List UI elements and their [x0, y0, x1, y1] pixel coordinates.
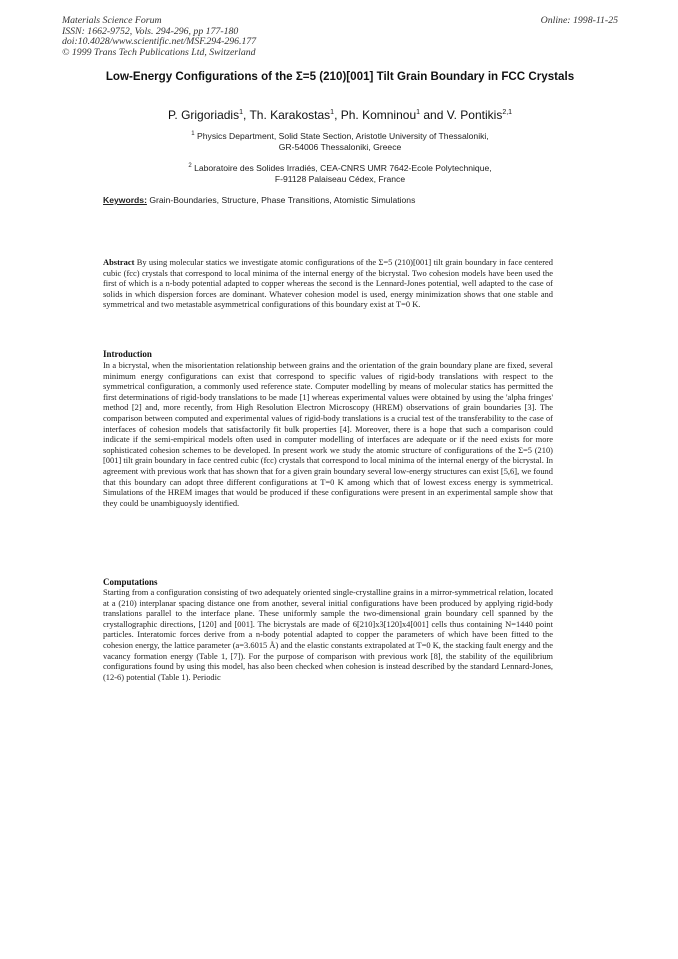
author-name: P. Grigoriadis — [167, 108, 240, 122]
affiliation-line: Physics Department, Solid State Section, Aristotle University of Thessaloniki, — [197, 130, 489, 141]
journal-header — [62, 16, 618, 58]
computations-text: Starting from a configuration consisting of two adequately oriented single-crystalline grains in a mirror-symmetrical relation, located at a (210) interplanar spacing distance one from another, several initial configurations have been produced by applying rigid-body translations parallel to the interface plane. These uniformly sample the two-dimensional grain boundary cell spanned by the crystallographic directions, [120] and [001]. The bicrystals are made of 6[210]x3[120]x4[001] cells thus containing N=1440 point particles. Interatomic forces derive from a n-body potential adapted to copper the parameters of which have been fitted to the cohesion energy, the lattice parameter (a=3.6015 Å) and the elastic constants extrapolated at T=0 K, the stacking fault energy and the vacancy formation energy (Table 1, [7]). For the purpose of comparison with previous work [8], the stability of the equilibrium configurations found by using this model, has also been checked when cohesion is instead described by the standard Lennard-Jones, (12-6) potential (Table 1). Periodic — [103, 587, 553, 682]
author-affil-mark: 1 — [239, 109, 243, 116]
online-date: Online: 1998-11-25 — [540, 15, 618, 26]
keywords-label: Keywords: — [103, 195, 147, 205]
abstract — [103, 257, 553, 310]
doi-line: doi:10.4028/www.scientific.net/MSF.294-296.177 — [62, 36, 257, 48]
author-list — [70, 108, 610, 122]
author-name: Ph. Komninou — [340, 108, 417, 122]
paper-title: Low-Energy Configurations of the Σ=5 (210)[001] Tilt Grain Boundary in FCC Crystals — [105, 70, 575, 83]
abstract-label: Abstract — [103, 257, 135, 267]
author-name: V. Pontikis — [446, 108, 503, 122]
introduction-heading: Introduction — [103, 349, 152, 359]
author-separator: , — [334, 108, 341, 122]
author-separator: , — [243, 108, 250, 122]
journal-name: Materials Science Forum — [62, 15, 162, 26]
affiliation-1 — [90, 129, 590, 153]
copyright-line: © 1999 Trans Tech Publications Ltd, Switzerland — [62, 46, 256, 58]
affiliation-line: GR-54006 Thessaloniki, Greece — [278, 142, 402, 153]
author-separator: and — [420, 108, 447, 122]
introduction-text: In a bicrystal, when the misorientation relationship between grains and the orientation of the grain boundary plane are fixed, several minimum energy configurations can exist that correspond to specific values of rigid-body translations with respect to the symmetrical configuration, a commonly used reference state. Computer modelling by means of molecular statics has permitted the first determinations of rigid-body translations to be made [1] whereas experimental values were obtained by using the 'alpha fringes' method [2] and, more recently, from High Resolution Electron Microscopy (HREM) observations of grain boundaries [3]. The comparison between computed and experimental values of rigid-body translations is a crucial test of the transferability to the case of interfaces of cohesion models that satisfactorily fit bulk properties [4]. Moreover, there is a hope that such a comparison could indicate if the semi-empirical models often used in computer modelling of interfaces are adequate or if the need exists for more sophisticated cohesion schemes to be developed. In present work we study the atomic structure of configurations of the Σ=5 (210)[001] tilt grain boundary in face centred cubic (fcc) crystals that correspond to local minima of the internal energy of the bicrystal. In agreement with previous work that has shown that for a given grain boundary several low-energy structures can exist [5,6], we found that this boundary can adopt three different configurations at T=0 K among which that of lowest excess energy is symmetrical. Simulations of the HREM images that would be produced if these configurations were present in an experimental sample show that they could be unambiguoysly identified. — [103, 360, 553, 508]
affiliation-line: F-91128 Palaiseau Cédex, France — [274, 174, 406, 185]
author-affil-mark: 1 — [416, 109, 421, 116]
keywords-text: Grain-Boundaries, Structure, Phase Transitions, Atomistic Simulations — [149, 195, 416, 205]
computations-heading: Computations — [103, 577, 158, 587]
abstract-text: By using molecular statics we investigate atomic configurations of the Σ=5 (210)[001] tilt grain boundary in face centered cubic (fcc) crystals that correspond to local minima of the internal energy of the bicrystal. Two cohesion models have been used the first of which is a n-body potential adapted to copper whereas the second is the Lennard-Jones potential, well adapted to the case of solids in which dispersion forces are dominant. Whatever cohesion model is used, energy minimization shows that one stable and symmetrical and two metastable asymmetrical configurations of this boundary exist at T=0 K. — [103, 257, 554, 310]
affiliation-mark: 1 — [191, 131, 195, 137]
author-affil-mark: 2,1 — [502, 109, 513, 116]
affiliation-line: Laboratoire des Solides Irradiés, CEA-CNRS UMR 7642-Ecole Polytechnique, — [194, 162, 492, 173]
issn-line: ISSN: 1662-9752, Vols. 294-296, pp 177-180 — [62, 25, 239, 37]
author-name: Th. Karakostas — [249, 108, 331, 122]
author-affil-mark: 1 — [330, 109, 335, 116]
affiliation-2 — [90, 161, 590, 185]
affiliation-mark: 2 — [188, 163, 192, 169]
keywords — [103, 195, 583, 205]
